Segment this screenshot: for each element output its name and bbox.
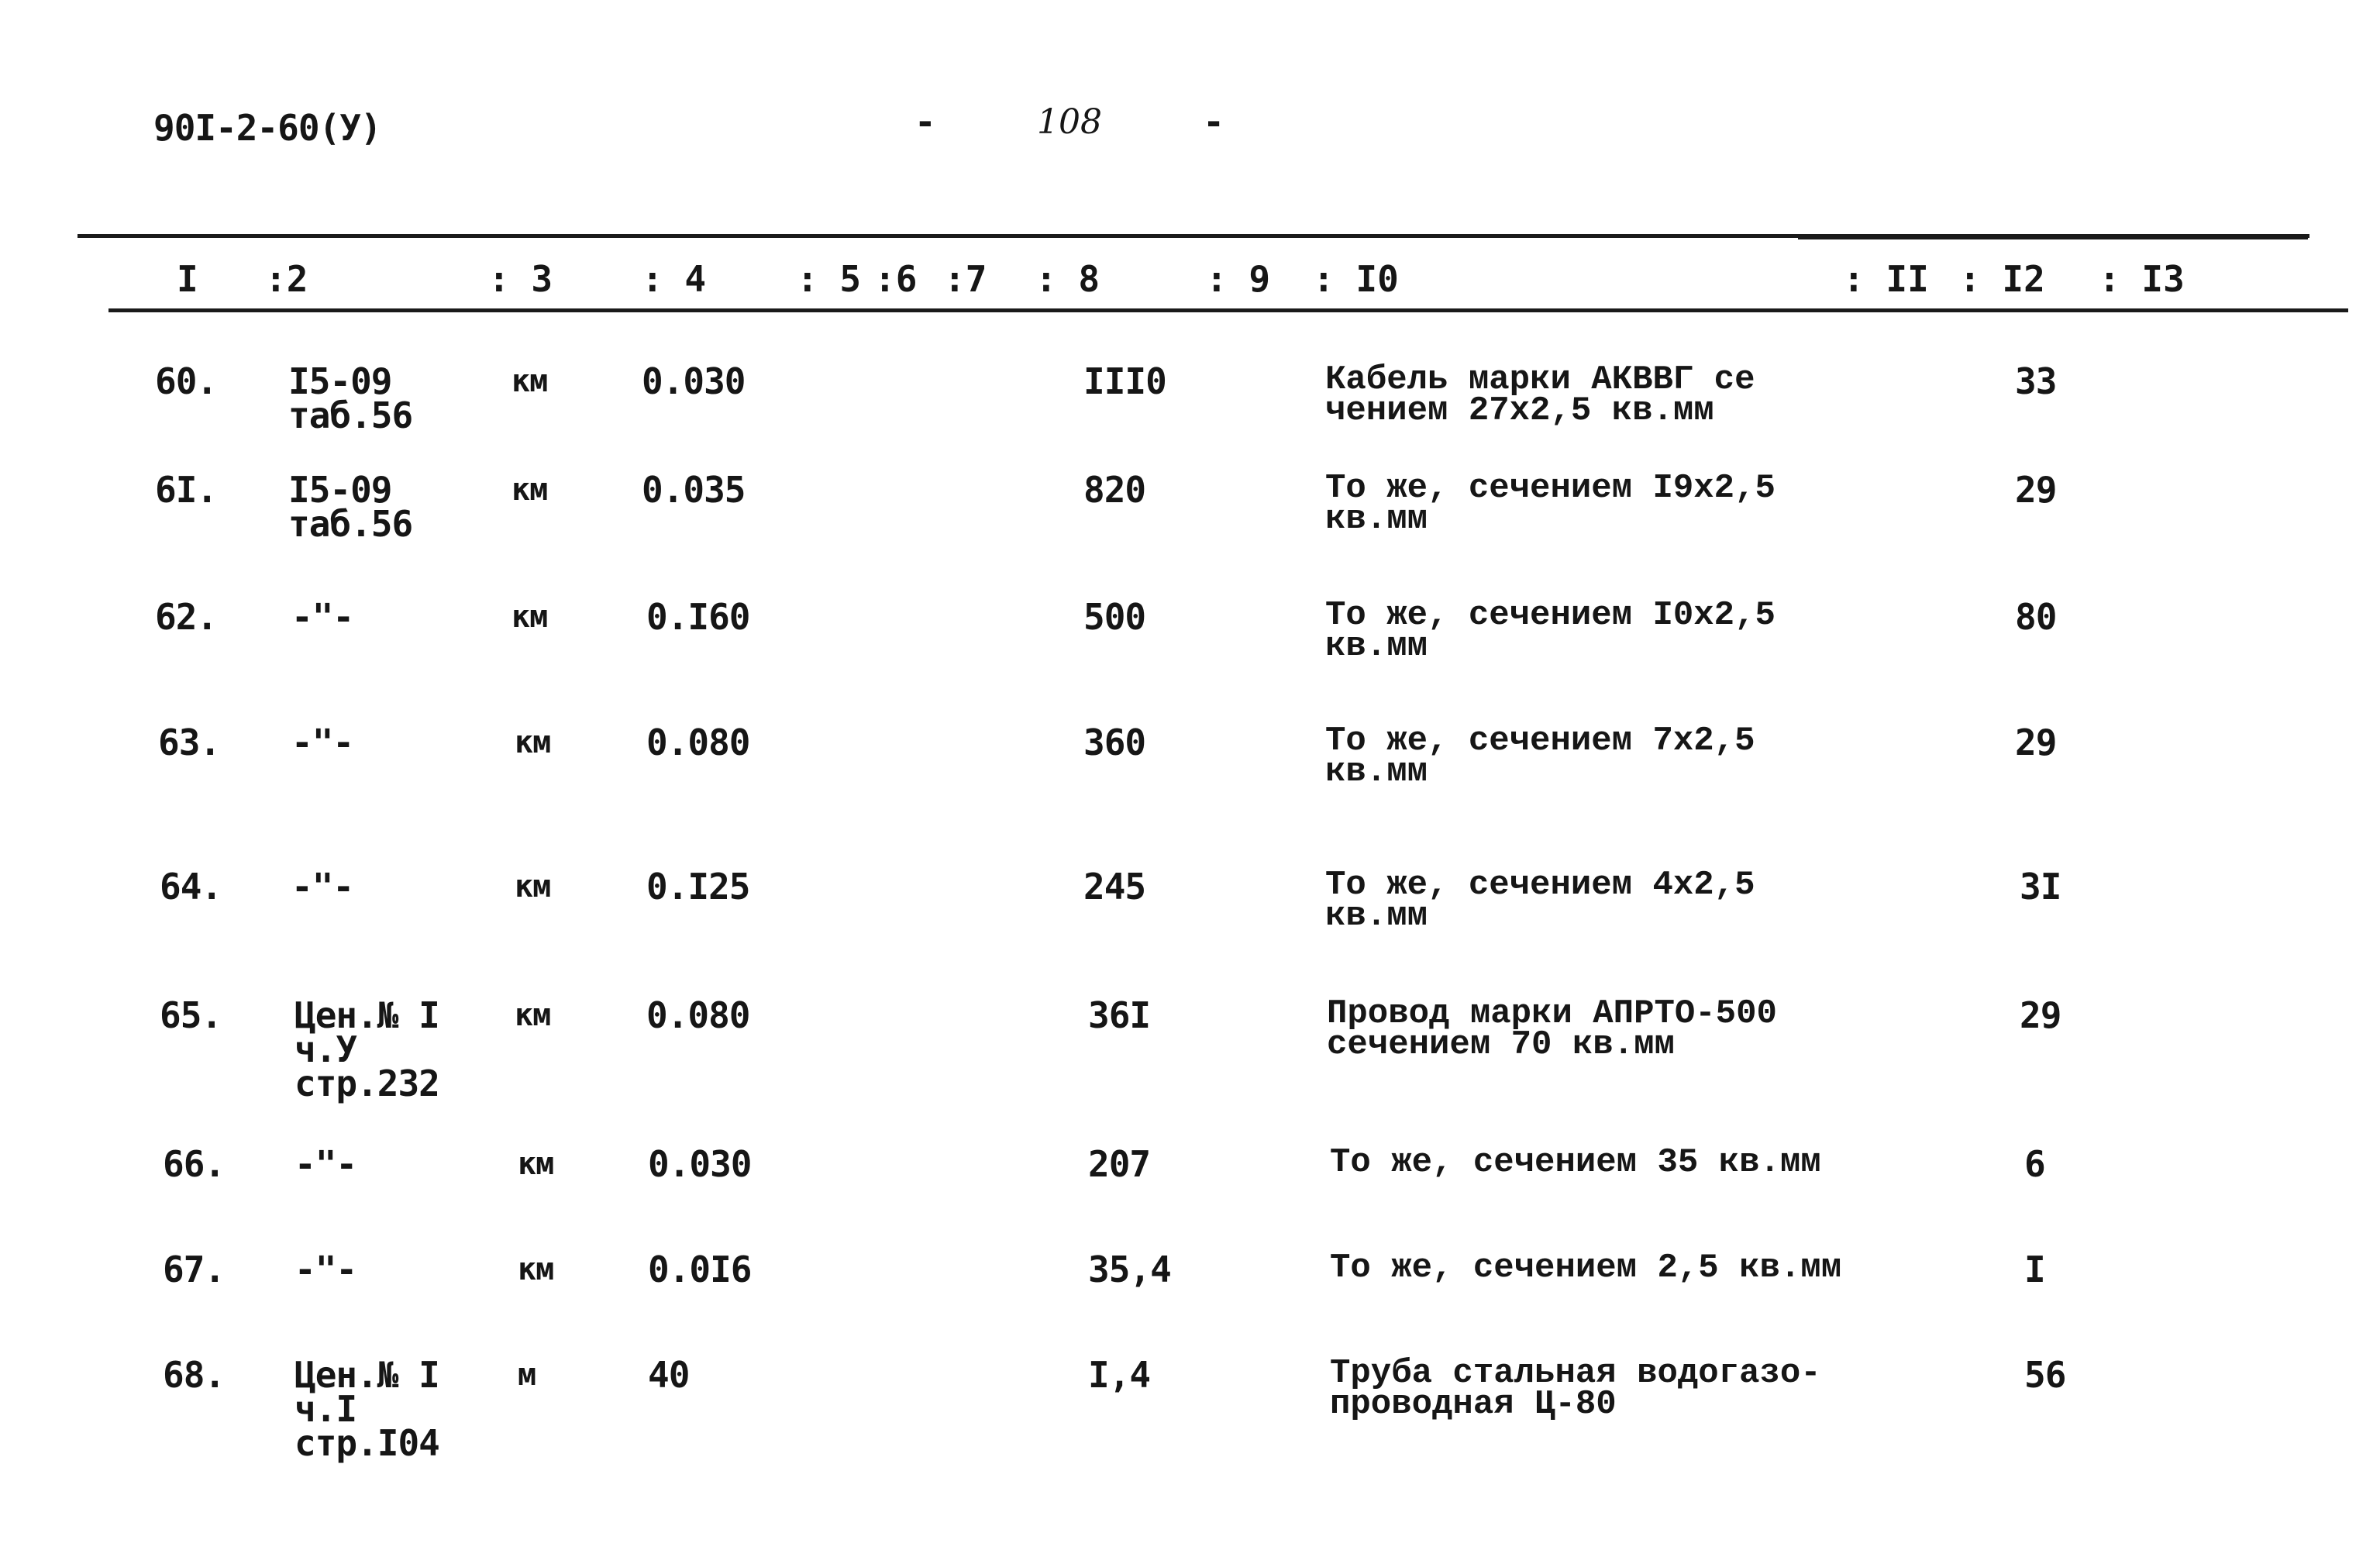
row-reference: Цен.№ I ч.I стр.I04 [294,1354,439,1464]
row-quantity: 40 [648,1354,690,1396]
row-total: 29 [2020,994,2061,1036]
row-price: 360 [1083,722,1146,763]
row-description: То же, сечением 2,5 кв.мм [1330,1249,1842,1287]
col-head-12: : I2 [1959,258,2045,300]
row-quantity: 0.I25 [646,866,750,908]
row-price: 245 [1083,866,1146,908]
page-number-dash-left: - [914,101,936,143]
row-total: 80 [2015,596,2057,638]
row-reference: Цен.№ I ч.У стр.232 [294,994,439,1104]
row-price: 35,4 [1088,1249,1171,1290]
row-total: 29 [2015,469,2057,511]
row-reference: -"- [294,1249,357,1290]
row-total: 29 [2015,722,2057,763]
row-quantity: 0.0I6 [648,1249,752,1290]
row-number: 64. [160,866,222,908]
row-description: То же, сечением 7х2,5 кв.мм [1325,722,1755,791]
row-reference: -"- [294,1143,357,1185]
row-number: 63. [158,722,221,763]
col-head-13: : I3 [2099,258,2185,300]
row-total: 6 [2024,1143,2045,1185]
row-total: 33 [2015,360,2057,402]
header-bottom-rule [108,308,2348,312]
row-description: То же, сечением I9х2,5 кв.мм [1325,469,1776,539]
row-unit: км [515,725,551,760]
row-number: 66. [163,1143,226,1185]
row-reference: I5-09 таб.56 [288,360,413,436]
row-total: 56 [2024,1354,2066,1396]
row-quantity: 0.030 [648,1143,752,1185]
row-unit: км [518,1146,554,1182]
col-head-5: : 5 [797,258,862,300]
row-unit: км [515,997,551,1033]
col-head-6: :6 [874,258,918,300]
row-price: 820 [1083,469,1146,511]
row-description: То же, сечением 35 кв.мм [1330,1143,1821,1182]
row-quantity: 0.080 [646,994,750,1036]
row-price: I,4 [1088,1354,1151,1396]
row-number: 62. [155,596,218,638]
row-quantity: 0.030 [642,360,746,402]
row-price: 36I [1088,994,1151,1036]
row-description: Провод марки АПРТО-500 сечением 70 кв.мм [1327,994,1777,1064]
header-top-rule-right [1798,236,2308,239]
row-quantity: 0.I60 [646,596,750,638]
col-head-3: : 3 [488,258,553,300]
col-head-10: : I0 [1313,258,1399,300]
page-number: 108 [1037,102,1102,142]
document-code: 90I-2-60(У) [153,107,381,149]
row-price: 207 [1088,1143,1151,1185]
col-head-2: :2 [265,258,308,300]
row-unit: м [518,1357,536,1393]
row-reference: -"- [291,722,354,763]
row-total: 3I [2020,866,2061,908]
row-price: 500 [1083,596,1146,638]
row-total: I [2024,1249,2045,1290]
row-description: Труба стальная водогазо- проводная Ц-80 [1330,1354,1821,1424]
col-head-8: : 8 [1035,258,1100,300]
page-number-dash-right: - [1203,101,1224,143]
row-number: 6I. [155,469,218,511]
row-number: 60. [155,360,218,402]
col-head-11: : II [1843,258,1929,300]
row-price: III0 [1083,360,1166,402]
col-head-4: : 4 [642,258,707,300]
row-unit: км [511,599,548,635]
page-number-block [914,101,1224,143]
row-reference: I5-09 таб.56 [288,469,413,545]
row-description: То же, сечением I0х2,5 кв.мм [1325,596,1776,666]
row-unit: км [511,363,548,399]
row-quantity: 0.080 [646,722,750,763]
row-description: То же, сечением 4х2,5 кв.мм [1325,866,1755,935]
row-number: 68. [163,1354,226,1396]
row-reference: -"- [291,866,354,908]
row-number: 65. [160,994,222,1036]
col-head-9: : 9 [1206,258,1271,300]
row-unit: км [511,472,548,508]
col-head-7: :7 [944,258,987,300]
row-quantity: 0.035 [642,469,746,511]
row-unit: км [518,1252,554,1287]
col-head-1: I [177,258,198,300]
row-reference: -"- [291,596,354,638]
row-unit: км [515,869,551,904]
row-number: 67. [163,1249,226,1290]
row-description: Кабель марки АКВВГ се чением 27х2,5 кв.мм [1325,360,1755,430]
